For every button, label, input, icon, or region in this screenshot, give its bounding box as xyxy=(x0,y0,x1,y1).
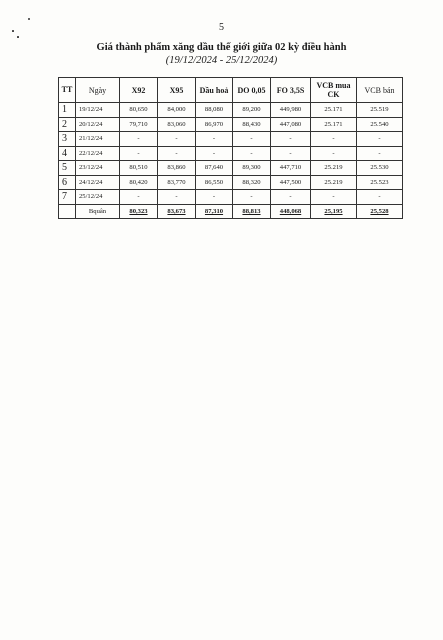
row-number: 6 xyxy=(59,175,76,190)
do-cell: 88,320 xyxy=(233,175,271,190)
date-cell: 25/12/24 xyxy=(76,190,120,205)
do-cell: - xyxy=(233,132,271,147)
x95-cell: 84,000 xyxy=(158,103,196,118)
date-cell: 19/12/24 xyxy=(76,103,120,118)
scan-speck xyxy=(17,36,19,38)
table-row xyxy=(59,190,403,205)
vcb-sell-cell: - xyxy=(357,132,403,147)
x95-cell: - xyxy=(158,132,196,147)
average-value-cell: 87,310 xyxy=(196,204,233,219)
document-subtitle: (19/12/2024 - 25/12/2024) xyxy=(165,55,278,66)
date-cell: 24/12/24 xyxy=(76,175,120,190)
vcb-buy-cell: - xyxy=(311,190,357,205)
col-header-date: Ngày xyxy=(76,78,120,103)
kerosene-cell: 86,970 xyxy=(196,117,233,132)
fo-cell: 447,500 xyxy=(271,175,311,190)
do-cell: 88,430 xyxy=(233,117,271,132)
kerosene-cell: - xyxy=(196,132,233,147)
vcb-sell-cell: 25.523 xyxy=(357,175,403,190)
fo-cell: 447,080 xyxy=(271,117,311,132)
row-number: 3 xyxy=(59,132,76,147)
col-header-vcb-sell: VCB bán xyxy=(357,78,403,103)
x92-cell: - xyxy=(120,190,158,205)
col-header-vcb-buy: VCB mua CK xyxy=(311,78,357,103)
do-cell: - xyxy=(233,190,271,205)
x92-cell: - xyxy=(120,132,158,147)
table-row xyxy=(59,103,403,118)
fo-cell: 449,980 xyxy=(271,103,311,118)
average-value-cell: 448,068 xyxy=(271,204,311,219)
average-value-cell: 25,195 xyxy=(311,204,357,219)
col-header-do: DO 0,05 xyxy=(233,78,271,103)
row-number: 4 xyxy=(59,146,76,161)
average-row xyxy=(59,204,403,219)
kerosene-cell: - xyxy=(196,190,233,205)
row-number: 7 xyxy=(59,190,76,205)
do-cell: - xyxy=(233,146,271,161)
col-header-fo: FO 3,5S xyxy=(271,78,311,103)
do-cell: 89,200 xyxy=(233,103,271,118)
vcb-buy-cell: - xyxy=(311,132,357,147)
vcb-sell-cell: 25.540 xyxy=(357,117,403,132)
kerosene-cell: - xyxy=(196,146,233,161)
fuel-price-table xyxy=(58,77,403,219)
x95-cell: - xyxy=(158,190,196,205)
kerosene-cell: 86,550 xyxy=(196,175,233,190)
col-header-kerosene: Dầu hoả xyxy=(196,78,233,103)
date-cell: 21/12/24 xyxy=(76,132,120,147)
average-value-cell: 88,813 xyxy=(233,204,271,219)
vcb-buy-cell: - xyxy=(311,146,357,161)
vcb-sell-cell: - xyxy=(357,146,403,161)
kerosene-cell: 88,080 xyxy=(196,103,233,118)
fo-cell: 447,710 xyxy=(271,161,311,176)
vcb-buy-cell: 25.171 xyxy=(311,103,357,118)
table-header-row xyxy=(59,78,403,103)
row-number: 2 xyxy=(59,117,76,132)
x92-cell: 80,510 xyxy=(120,161,158,176)
fo-cell: - xyxy=(271,132,311,147)
vcb-buy-cell: 25.219 xyxy=(311,161,357,176)
x95-cell: 83,860 xyxy=(158,161,196,176)
vcb-sell-cell: - xyxy=(357,190,403,205)
x92-cell: 80,420 xyxy=(120,175,158,190)
table-row xyxy=(59,175,403,190)
x92-cell: 80,650 xyxy=(120,103,158,118)
row-number: 1 xyxy=(59,103,76,118)
table-row xyxy=(59,146,403,161)
do-cell: 89,300 xyxy=(233,161,271,176)
x92-cell: 79,710 xyxy=(120,117,158,132)
document-title: Giá thành phẩm xăng dầu thế giới giữa 02 kỳ điều hành xyxy=(96,42,347,53)
col-header-tt: TT xyxy=(59,78,76,103)
average-blank-cell xyxy=(59,204,76,219)
table-row xyxy=(59,117,403,132)
table-row xyxy=(59,161,403,176)
vcb-buy-cell: 25.171 xyxy=(311,117,357,132)
vcb-sell-cell: 25.530 xyxy=(357,161,403,176)
col-header-x95: X95 xyxy=(158,78,196,103)
page-number: 5 xyxy=(219,22,224,33)
date-cell: 22/12/24 xyxy=(76,146,120,161)
fo-cell: - xyxy=(271,190,311,205)
average-value-cell: 80,323 xyxy=(120,204,158,219)
average-label: Bquân xyxy=(76,204,120,219)
x95-cell: 83,060 xyxy=(158,117,196,132)
kerosene-cell: 87,640 xyxy=(196,161,233,176)
x92-cell: - xyxy=(120,146,158,161)
date-cell: 20/12/24 xyxy=(76,117,120,132)
scan-speck xyxy=(28,18,30,20)
col-header-x92: X92 xyxy=(120,78,158,103)
date-cell: 23/12/24 xyxy=(76,161,120,176)
average-value-cell: 25,528 xyxy=(357,204,403,219)
row-number: 5 xyxy=(59,161,76,176)
x95-cell: 83,770 xyxy=(158,175,196,190)
vcb-buy-cell: 25.219 xyxy=(311,175,357,190)
x95-cell: - xyxy=(158,146,196,161)
vcb-sell-cell: 25.519 xyxy=(357,103,403,118)
average-value-cell: 83,673 xyxy=(158,204,196,219)
fo-cell: - xyxy=(271,146,311,161)
table-row xyxy=(59,132,403,147)
